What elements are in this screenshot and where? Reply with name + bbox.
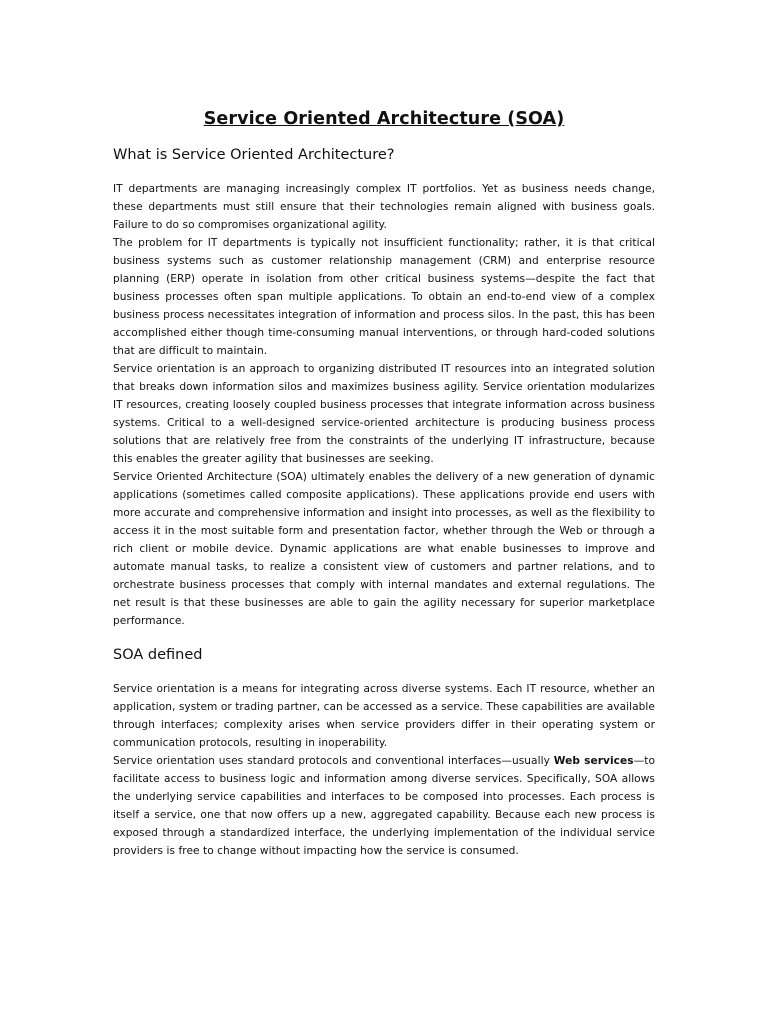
- web-services-term: Web services: [553, 755, 634, 767]
- paragraph-standard-protocols: [113, 752, 655, 860]
- document-title: Service Oriented Architecture (SOA): [203, 109, 565, 129]
- paragraph-integrating-diverse-systems: Service orientation is a means for integrating across diverse systems. Each IT resource, whether an application, system or trading partner, can be accessed as a service. These capabilities are available through interfaces; complexity arises when service providers differ in their operating system or communication protocols, resulting in inoperability.: [113, 683, 655, 749]
- web-services-trailing-text: —to facilitate access to business logic and information among diverse services. Specifically, SOA allows the underlying service capabilities and interfaces to be composed into processes. Each process is itself a service, one that now offers up a new, aggregated capability. Because each new process is exposed through a standardized interface, the underlying implementation of the individual service providers is free to change without impacting how the service is consumed.: [113, 755, 655, 857]
- section-heading-soa-defined: SOA defined: [113, 647, 203, 663]
- web-services-lead-text: Service orientation uses standard protocols and conventional interfaces—usually: [113, 755, 554, 767]
- section-heading-what-is-soa: What is Service Oriented Architecture?: [113, 147, 395, 163]
- paragraph-soa-dynamic-applications: Service Oriented Architecture (SOA) ultimately enables the delivery of a new generation of dynamic applications (sometimes called composite applications). These applications provide end users with more accurate and comprehensive information and insight into processes, as well as the flexibility to access it in the most suitable form and presentation factor, whether through the Web or through a rich client or mobile device. Dynamic applications are what enable businesses to improve and automate manual tasks, to realize a consistent view of customers and partner relations, and to orchestrate business processes that comply with internal mandates and external regulations. The net result is that these businesses are able to gain the agility necessary for superior marketplace performance.: [113, 471, 655, 627]
- paragraph-problem-for-it: The problem for IT departments is typically not insufficient functionality; rather, it is that critical business systems such as customer relationship management (CRM) and enterprise resource planning (ERP) operate in isolation from other critical business systems—despite the fact that business processes often span multiple applications. To obtain an end-to-end view of a complex business process necessitates integration of information and process silos. In the past, this has been accomplished either though time-consuming manual interventions, or through hard-coded solutions that are difficult to maintain.: [113, 237, 655, 357]
- document-content: [113, 106, 655, 860]
- paragraph-it-departments: IT departments are managing increasingly complex IT portfolios. Yet as business needs change, these departments must still ensure that their technologies remain aligned with business goals. Failure to do so compromises organizational agility.: [113, 183, 655, 231]
- paragraph-service-orientation-approach: Service orientation is an approach to organizing distributed IT resources into an integrated solution that breaks down information silos and maximizes business agility. Service orientation modularizes IT resources, creating loosely coupled business processes that integrate information across business systems. Critical to a well-designed service-oriented architecture is producing business process solutions that are relatively free from the constraints of the underlying IT infrastructure, because this enables the greater agility that businesses are seeking.: [113, 363, 655, 465]
